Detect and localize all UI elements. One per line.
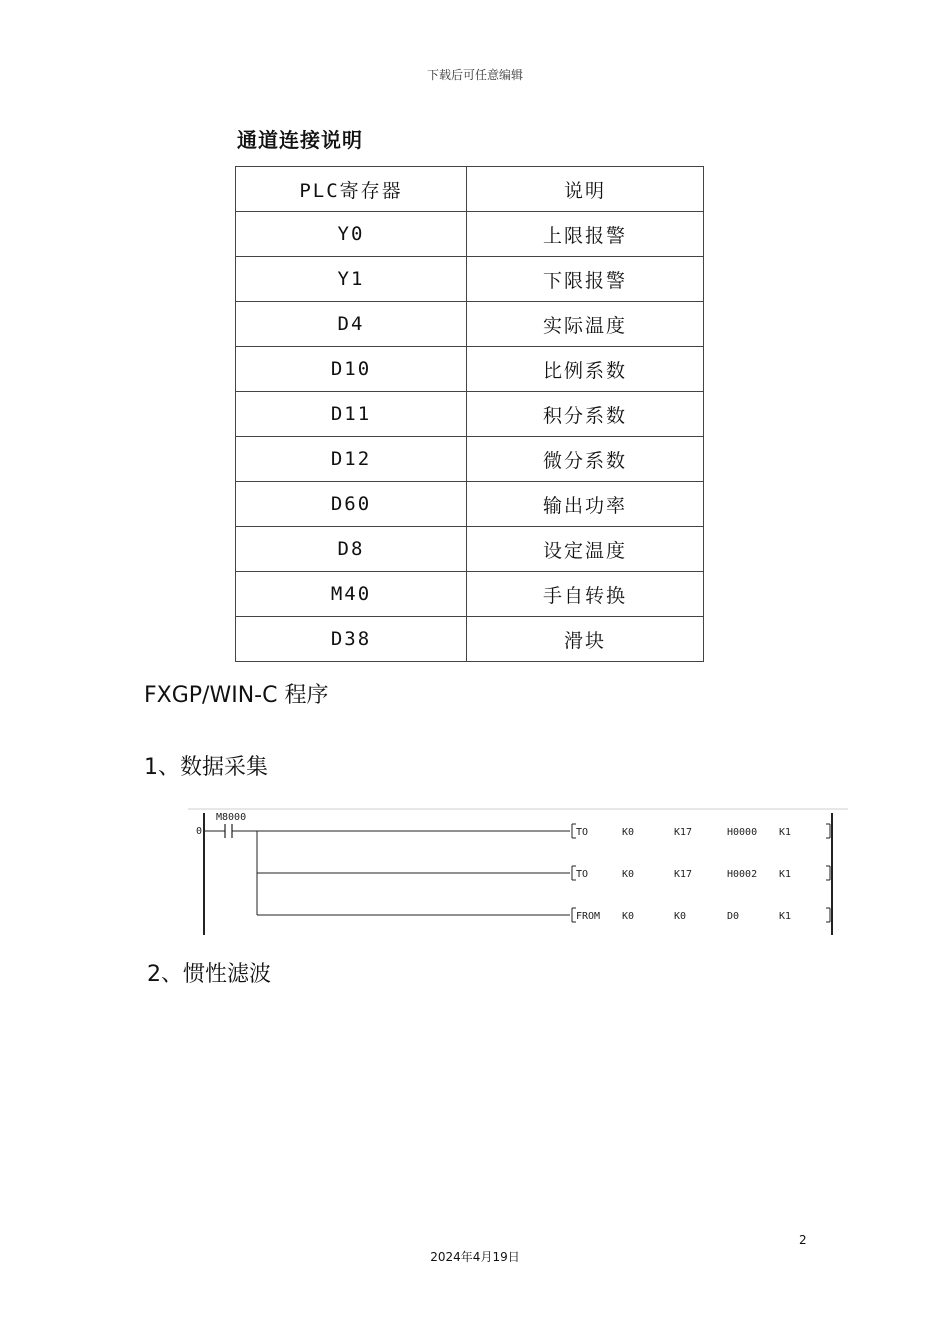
instr-name: FROM: [576, 911, 601, 922]
description-cell: 下限报警: [467, 257, 704, 302]
register-cell: Y1: [236, 257, 467, 302]
instr-name: TO: [576, 869, 589, 880]
description-cell: 积分系数: [467, 392, 704, 437]
step1-heading: 1、数据采集: [144, 755, 268, 780]
table-row: [236, 212, 704, 257]
table-row: [236, 572, 704, 617]
description-cell: 比例系数: [467, 347, 704, 392]
instr-operand: K1: [779, 911, 792, 922]
register-cell: D8: [236, 527, 467, 572]
instr-operand: K0: [622, 827, 635, 838]
instr-operand: K0: [622, 869, 635, 880]
instr-name: TO: [576, 827, 589, 838]
register-table: [235, 166, 704, 662]
instr-operand: H0000: [727, 827, 758, 838]
description-cell: 滑块: [467, 617, 704, 662]
table-row: [236, 302, 704, 347]
ladder-diagram: [186, 805, 851, 937]
program-heading: FXGP/WIN-C 程序: [144, 683, 329, 708]
register-cell: Y0: [236, 212, 467, 257]
table-row: [236, 482, 704, 527]
page-number: 2: [799, 1233, 807, 1247]
table-header-cell: 说明: [467, 167, 704, 212]
description-cell: 微分系数: [467, 437, 704, 482]
table-row: [236, 257, 704, 302]
register-cell: D60: [236, 482, 467, 527]
table-row: [236, 617, 704, 662]
instr-operand: H0002: [727, 869, 758, 880]
instr-operand: K17: [674, 869, 693, 880]
table-row: [236, 392, 704, 437]
header-note: 下载后可任意编辑: [426, 68, 523, 82]
instr-operand: K0: [674, 911, 687, 922]
table-header-cell: PLC寄存器: [236, 167, 467, 212]
description-cell: 上限报警: [467, 212, 704, 257]
table-row: [236, 527, 704, 572]
register-cell: D11: [236, 392, 467, 437]
instr-operand: D0: [727, 911, 740, 922]
contact-label: M8000: [216, 812, 247, 823]
table-row: [236, 347, 704, 392]
register-cell: D12: [236, 437, 467, 482]
table-row: [236, 437, 704, 482]
register-cell: D4: [236, 302, 467, 347]
description-cell: 输出功率: [467, 482, 704, 527]
register-cell: D38: [236, 617, 467, 662]
register-cell: M40: [236, 572, 467, 617]
footer-date: 2024年4月19日: [430, 1250, 520, 1264]
description-cell: 手自转换: [467, 572, 704, 617]
section-title: 通道连接说明: [237, 128, 363, 152]
instr-operand: K0: [622, 911, 635, 922]
step2-heading: 2、惯性滤波: [147, 962, 271, 987]
description-cell: 设定温度: [467, 527, 704, 572]
description-cell: 实际温度: [467, 302, 704, 347]
table-header-row: [236, 167, 704, 212]
instr-operand: K1: [779, 869, 792, 880]
instr-operand: K1: [779, 827, 792, 838]
step-number: 0: [196, 826, 203, 837]
instr-operand: K17: [674, 827, 693, 838]
register-cell: D10: [236, 347, 467, 392]
